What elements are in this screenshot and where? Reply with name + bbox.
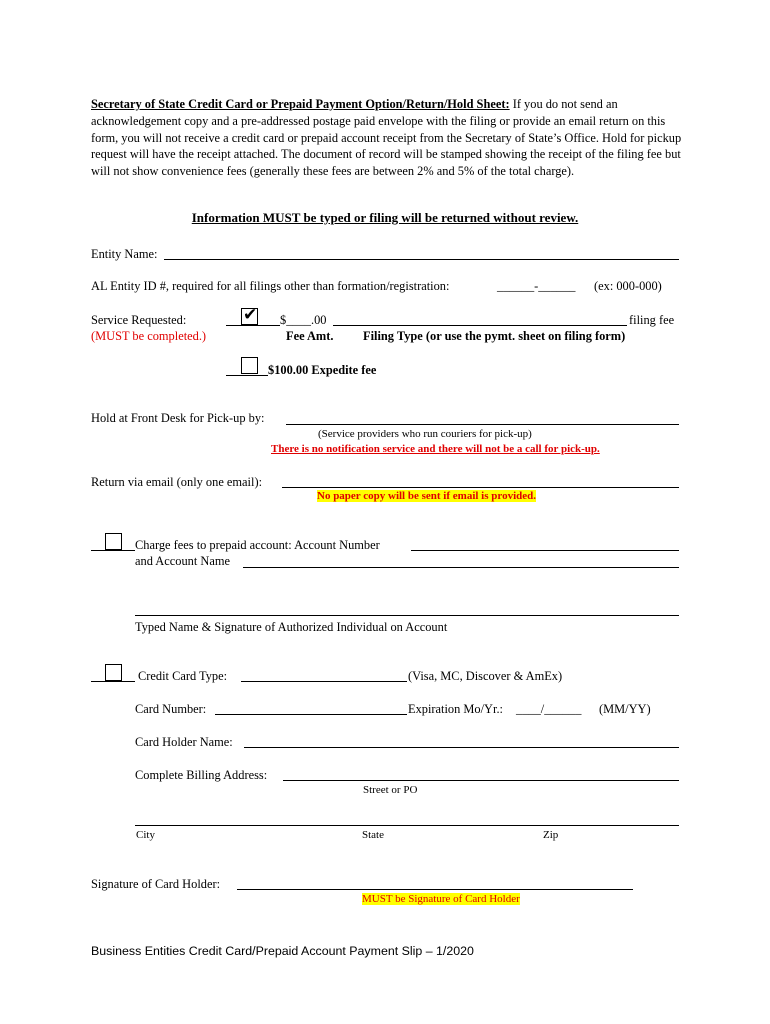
fee-amt-label: Fee Amt. [286, 329, 334, 343]
city-label: City [136, 829, 155, 841]
form-title: Secretary of State Credit Card or Prepaid Payment Option/Return/Hold Sheet: [91, 97, 510, 111]
filing-blank-line [226, 325, 280, 326]
billing-street-field[interactable] [283, 780, 679, 781]
hold-pickup-note: (Service providers who run couriers for pick-up) [318, 428, 532, 440]
filing-type-field[interactable] [333, 325, 627, 326]
prepaid-checkbox[interactable] [105, 533, 122, 550]
card-number-label: Card Number: [135, 702, 207, 716]
card-holder-name-field[interactable] [244, 747, 679, 748]
street-label: Street or PO [363, 784, 418, 796]
entity-name-field[interactable] [164, 259, 679, 260]
account-name-label: and Account Name [135, 554, 230, 568]
hold-pickup-warning: There is no notification service and there will not be a call for pick-up. [271, 443, 600, 455]
credit-card-type-field[interactable] [241, 681, 407, 682]
check-mark-icon: ✔ [243, 305, 258, 325]
billing-address-label: Complete Billing Address: [135, 768, 268, 782]
entity-name-label: Entity Name: [91, 247, 158, 261]
account-number-field[interactable] [411, 550, 679, 551]
filing-type-label: Filing Type (or use the pymt. sheet on filing form) [363, 329, 626, 343]
entity-id-example: (ex: 000-000) [594, 279, 662, 293]
authorized-signature-field[interactable] [135, 615, 679, 616]
hold-pickup-label: Hold at Front Desk for Pick-up by: [91, 411, 265, 425]
intro-body: If you do not send an acknowledgement copy and a pre-addressed postage paid envelope with the filing or provide an email return on this form, you will not receive a credit card or prepaid account receipt from the Secretary of State’s Office. Hold for pickup request will have the receipt attached. The document of record will be stamped showing the receipt of the filing fee but will not show convenience fees (generally these fees are between 2% and 5% of the total charge). [91, 97, 682, 179]
service-required-note: (MUST be completed.) [91, 329, 207, 343]
filing-fee-checkbox[interactable] [241, 305, 258, 325]
entity-id-field[interactable]: ______-______ [497, 279, 576, 293]
fee-amount-field[interactable]: $____.00 [280, 313, 327, 327]
prepaid-blank-line [91, 550, 135, 551]
service-requested-label: Service Requested: [91, 313, 187, 327]
credit-card-blank-line [91, 681, 135, 682]
account-name-field[interactable] [243, 567, 679, 568]
credit-card-checkbox[interactable] [105, 664, 122, 681]
expiration-label: Expiration Mo/Yr.: [408, 702, 503, 716]
prepaid-account-label: Charge fees to prepaid account: Account Number [135, 538, 380, 552]
signature-note: MUST be Signature of Card Holder [362, 893, 520, 905]
expedite-blank-line [226, 375, 268, 376]
email-note: No paper copy will be sent if email is provided. [317, 490, 536, 502]
billing-city-state-zip-field[interactable] [135, 825, 679, 826]
must-typed-notice: Information MUST be typed or filing will be returned without review. [191, 210, 579, 225]
page-footer: Business Entities Credit Card/Prepaid Account Payment Slip – 1/2020 [91, 944, 474, 958]
card-holder-name-label: Card Holder Name: [135, 735, 233, 749]
expedite-checkbox[interactable] [241, 357, 258, 374]
credit-card-type-label: Credit Card Type: [138, 669, 228, 683]
hold-pickup-field[interactable] [286, 424, 679, 425]
email-return-label: Return via email (only one email): [91, 475, 263, 489]
card-holder-signature-field[interactable] [237, 889, 633, 890]
expedite-fee-label: $100.00 Expedite fee [268, 363, 377, 377]
card-holder-signature-label: Signature of Card Holder: [91, 877, 221, 891]
entity-id-label: AL Entity ID #, required for all filings other than formation/registration: [91, 279, 450, 293]
expiration-format: (MM/YY) [599, 702, 651, 716]
credit-card-type-note: (Visa, MC, Discover & AmEx) [408, 669, 563, 683]
state-label: State [362, 829, 384, 841]
filing-fee-label: filing fee [629, 313, 675, 327]
card-number-field[interactable] [215, 714, 407, 715]
authorized-signature-label: Typed Name & Signature of Authorized Individual on Account [135, 620, 448, 634]
expiration-field[interactable]: ____/______ [516, 702, 582, 716]
intro-paragraph [91, 96, 689, 180]
zip-label: Zip [543, 829, 559, 841]
email-return-field[interactable] [282, 487, 679, 488]
